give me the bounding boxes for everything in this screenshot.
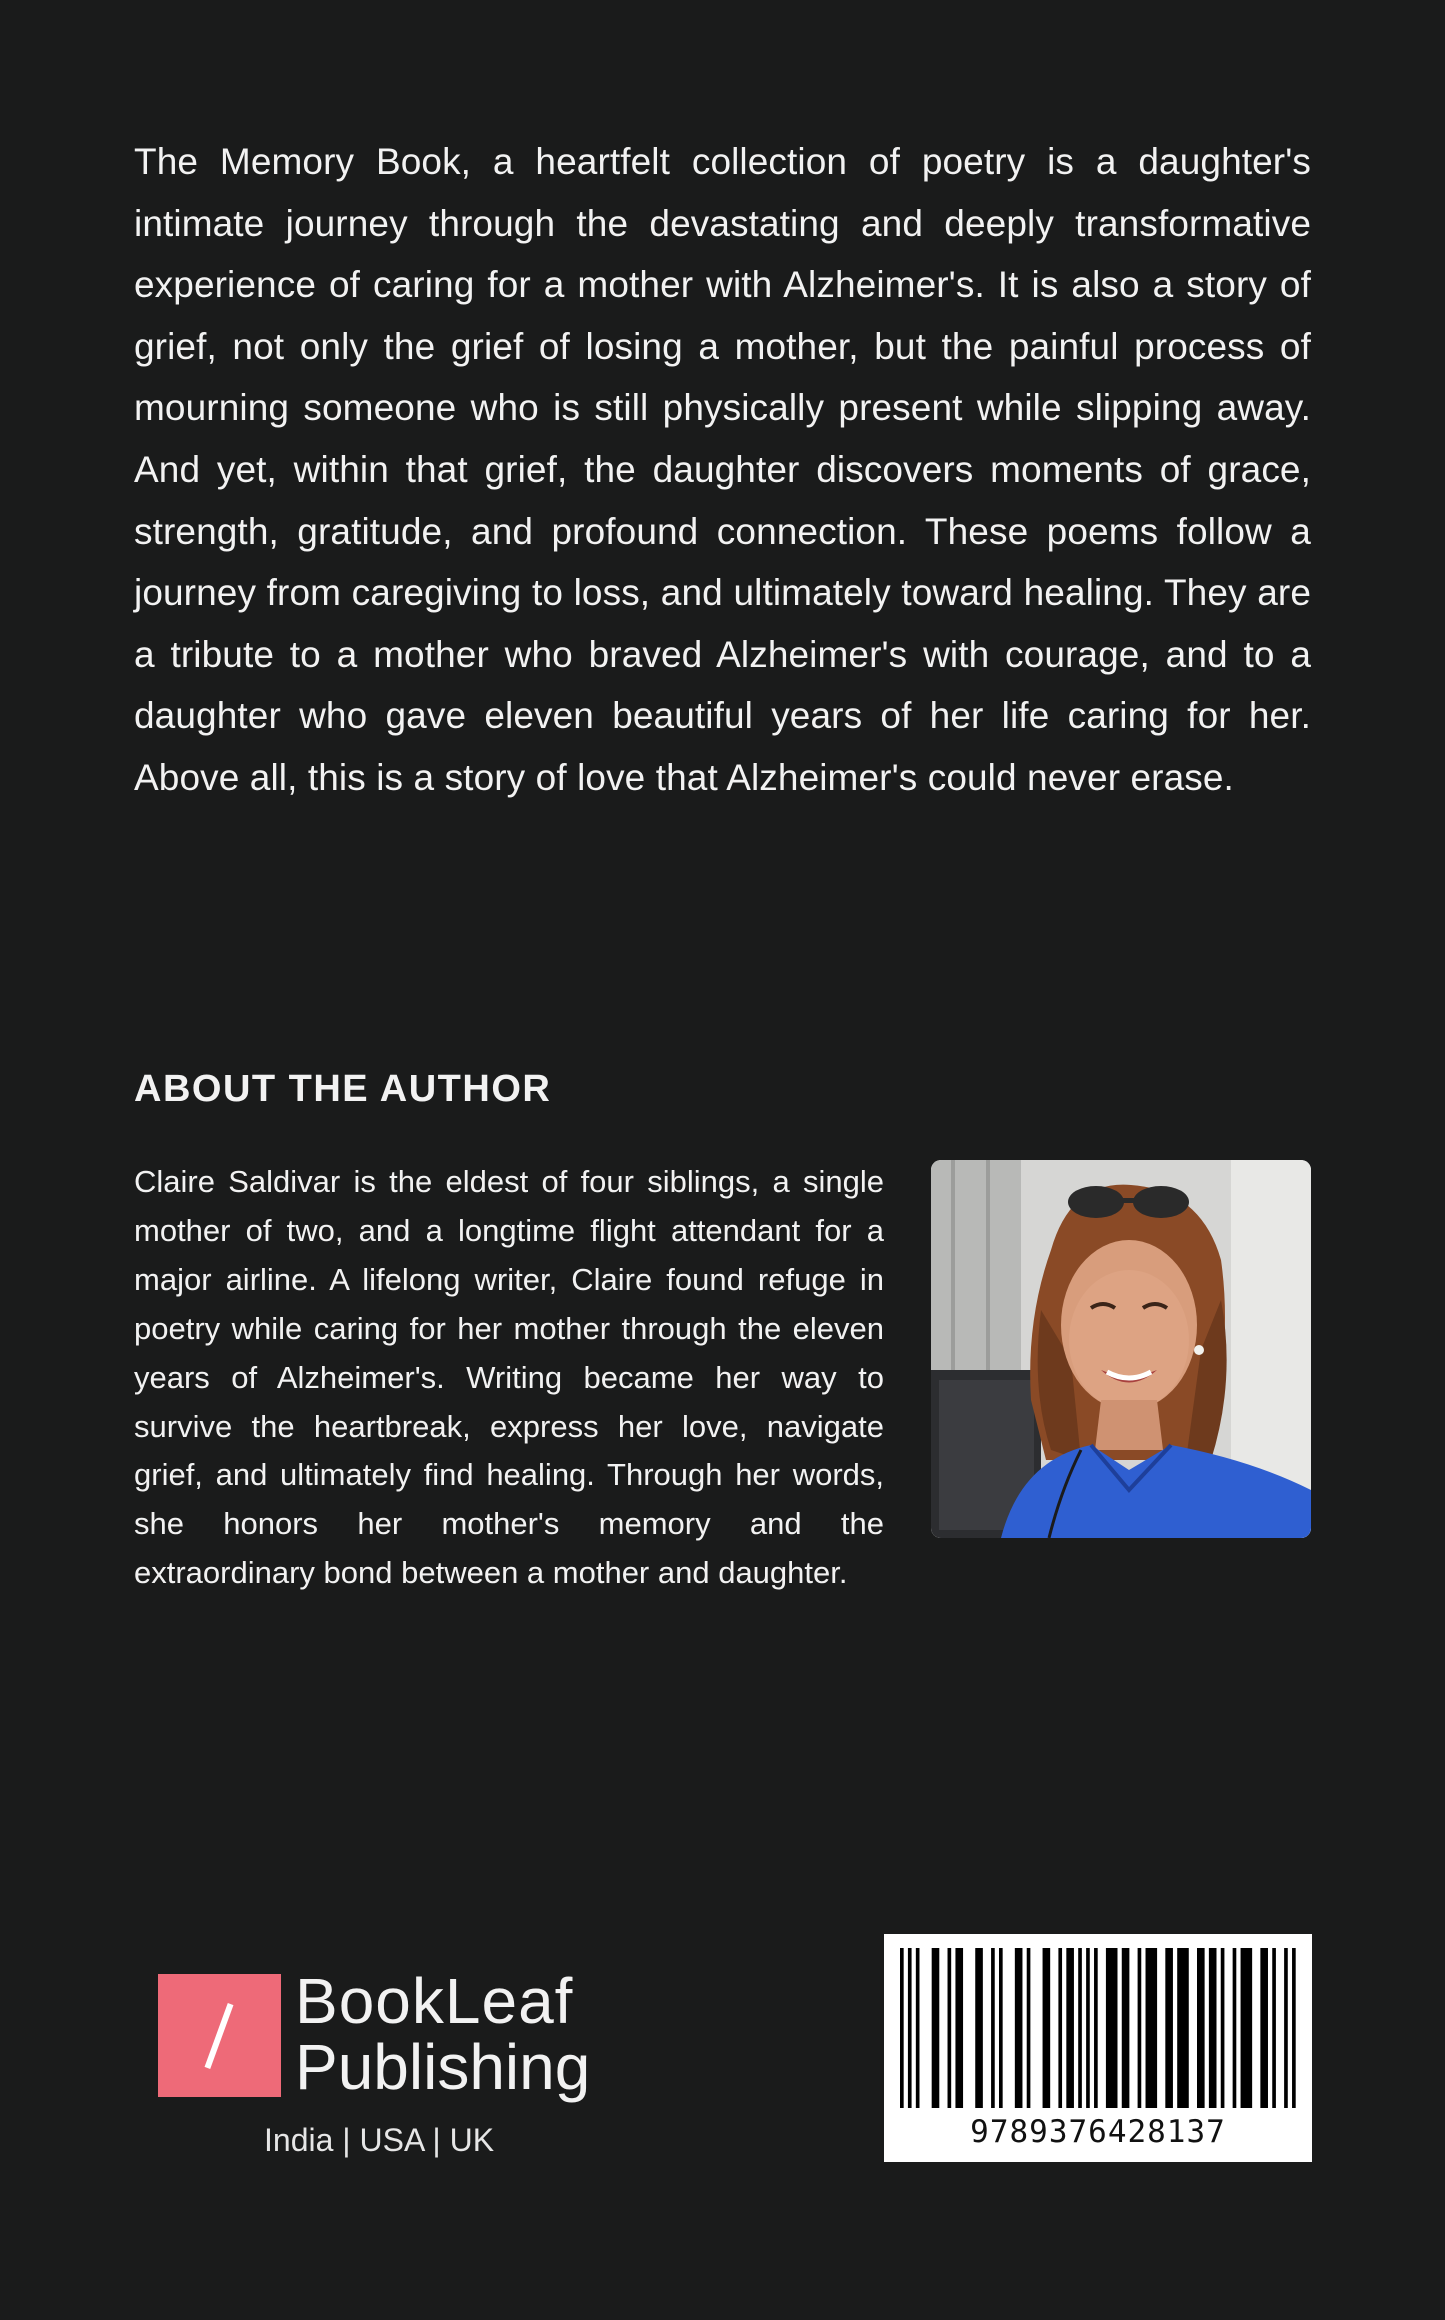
barcode-bar	[1165, 1948, 1173, 2108]
barcode-bar	[1233, 1948, 1237, 2108]
publisher-name-line2: Publishing	[295, 2031, 591, 2103]
barcode-bar	[1106, 1948, 1118, 2108]
barcode-bar	[1260, 1948, 1268, 2108]
barcode-bar	[991, 1948, 995, 2108]
barcode-bar	[932, 1948, 940, 2108]
barcode-bar	[1284, 1948, 1288, 2108]
barcode-bar	[1043, 1948, 1051, 2108]
barcode-bar	[1209, 1948, 1217, 2108]
barcode-bar	[1272, 1948, 1276, 2108]
author-bio: Claire Saldivar is the eldest of four siblings, a single mother of two, and a longtime flight attendant for a major airline. A lifelong writer, Claire found refuge in poetry while caring for her mother through the eleven years of Alzheimer's. Writing became her way to survive the heartbreak, express her love, navigate grief, and ultimately find healing. Through her words, she honors her mother's memory and the extraordinary bond between a mother and daughter.	[134, 1164, 884, 1591]
barcode-bar	[1292, 1948, 1296, 2108]
barcode-bar	[1066, 1948, 1074, 2108]
barcode-bar	[1078, 1948, 1082, 2108]
book-blurb: The Memory Book, a heartfelt collection of poetry is a daughter's intimate journey through the devastating and deeply transformative experience of caring for a mother with Alzheimer's. It is also a story of grief, not only the grief of losing a mother, but the painful process of mourning someone who is still physically present while slipping away. And yet, within that grief, the daughter discovers moments of grace, strength, gratitude, and profound connection. These poems follow a journey from caregiving to loss, and ultimately toward healing. They are a tribute to a mother who braved Alzheimer's with courage, and to a daughter who gave eleven beautiful years of her life caring for her. Above all, this is a story of love that Alzheimer's could never erase.	[134, 141, 1311, 798]
bookleaf-logo-icon	[158, 1974, 281, 2097]
isbn-number: 9789376428137	[970, 2114, 1226, 2150]
barcode-bar	[916, 1948, 920, 2108]
barcode-bar	[1197, 1948, 1205, 2108]
barcode-bar	[999, 1948, 1003, 2108]
barcode-bar	[1122, 1948, 1130, 2108]
barcode-bar	[1241, 1948, 1253, 2108]
barcode-bars	[900, 1948, 1296, 2108]
barcode-bar	[1086, 1948, 1090, 2108]
about-author-heading: ABOUT THE AUTHOR	[134, 1068, 552, 1110]
barcode-bar	[1027, 1948, 1031, 2108]
barcode-bar	[900, 1948, 904, 2108]
barcode-bar	[1138, 1948, 1142, 2108]
publisher-logo	[158, 1965, 608, 2172]
barcode-bar	[1015, 1948, 1023, 2108]
barcode-bar	[908, 1948, 912, 2108]
publisher-name-line1: BookLeaf	[295, 1965, 574, 2037]
barcode-bar	[948, 1948, 952, 2108]
barcode-bar	[975, 1948, 983, 2108]
isbn-barcode	[884, 1934, 1312, 2162]
barcode-bar	[1094, 1948, 1098, 2108]
author-photo	[931, 1160, 1311, 1538]
publisher-locations: India | USA | UK	[264, 2122, 495, 2158]
barcode-bar	[955, 1948, 963, 2108]
barcode-bar	[1146, 1948, 1158, 2108]
barcode-bar	[1058, 1948, 1062, 2108]
barcode-bar	[1221, 1948, 1225, 2108]
barcode-bar	[1177, 1948, 1189, 2108]
